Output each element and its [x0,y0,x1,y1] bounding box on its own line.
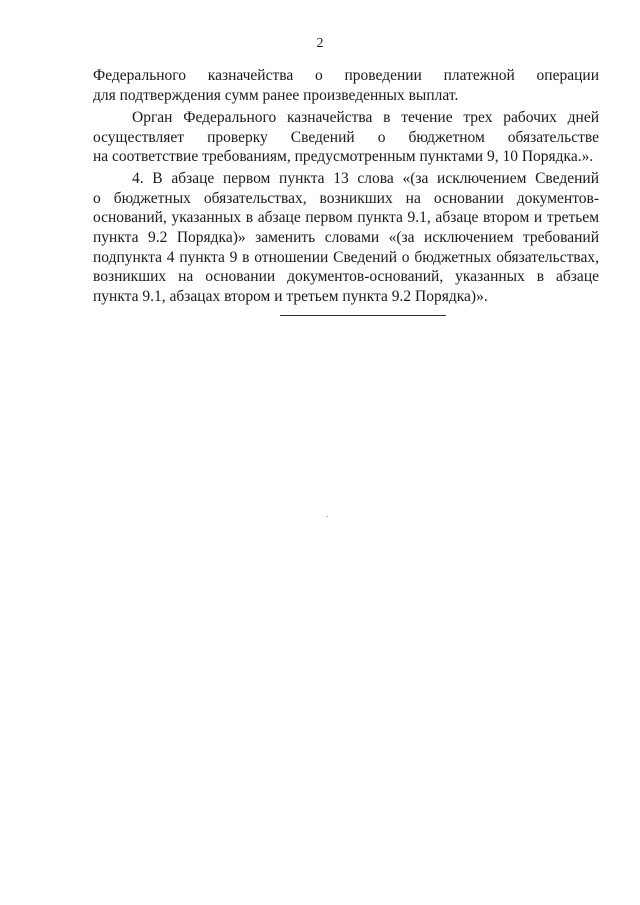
paragraph-line: 4. В абзаце первом пункта 13 слова «(за исключением Сведений [132,170,599,187]
paragraph-line: Орган Федерального казначейства в течение трех рабочих дней [132,109,599,126]
paragraph-line: Федерального казначейства о проведении платежной операции [93,67,599,84]
paragraph-line: пункта 9.1, абзацах втором и третьем пункта 9.2 Порядка)». [93,288,488,306]
paragraph-line: на соответствие требованиям, предусмотренным пунктами 9, 10 Порядка.». [93,148,594,166]
closing-rule [280,315,446,316]
paragraph-line: возникших на основании документов-оснований, указанных в абзаце [93,268,599,286]
paragraph-2 [93,108,599,167]
paragraph-line: о бюджетных обязательствах, возникших на основании документов- [93,189,599,207]
page-number: 2 [316,36,324,51]
paragraph-line: для подтверждения сумм ранее произведенных выплат. [93,86,459,104]
paragraph-3 [93,169,599,307]
paragraph-1 [93,66,599,105]
paragraph-line: подпункта 4 пункта 9 в отношении Сведений о бюджетных обязательствах, [93,248,599,266]
paragraph-line: пункта 9.2 Порядка)» заменить словами «(за исключением требований [93,229,599,247]
paragraph-line: осуществляет проверку Сведений о бюджетном обязательстве [93,128,599,146]
scan-speck [327,516,328,517]
paragraph-line: оснований, указанных в абзаце первом пункта 9.1, абзаце втором и третьем [93,209,599,227]
